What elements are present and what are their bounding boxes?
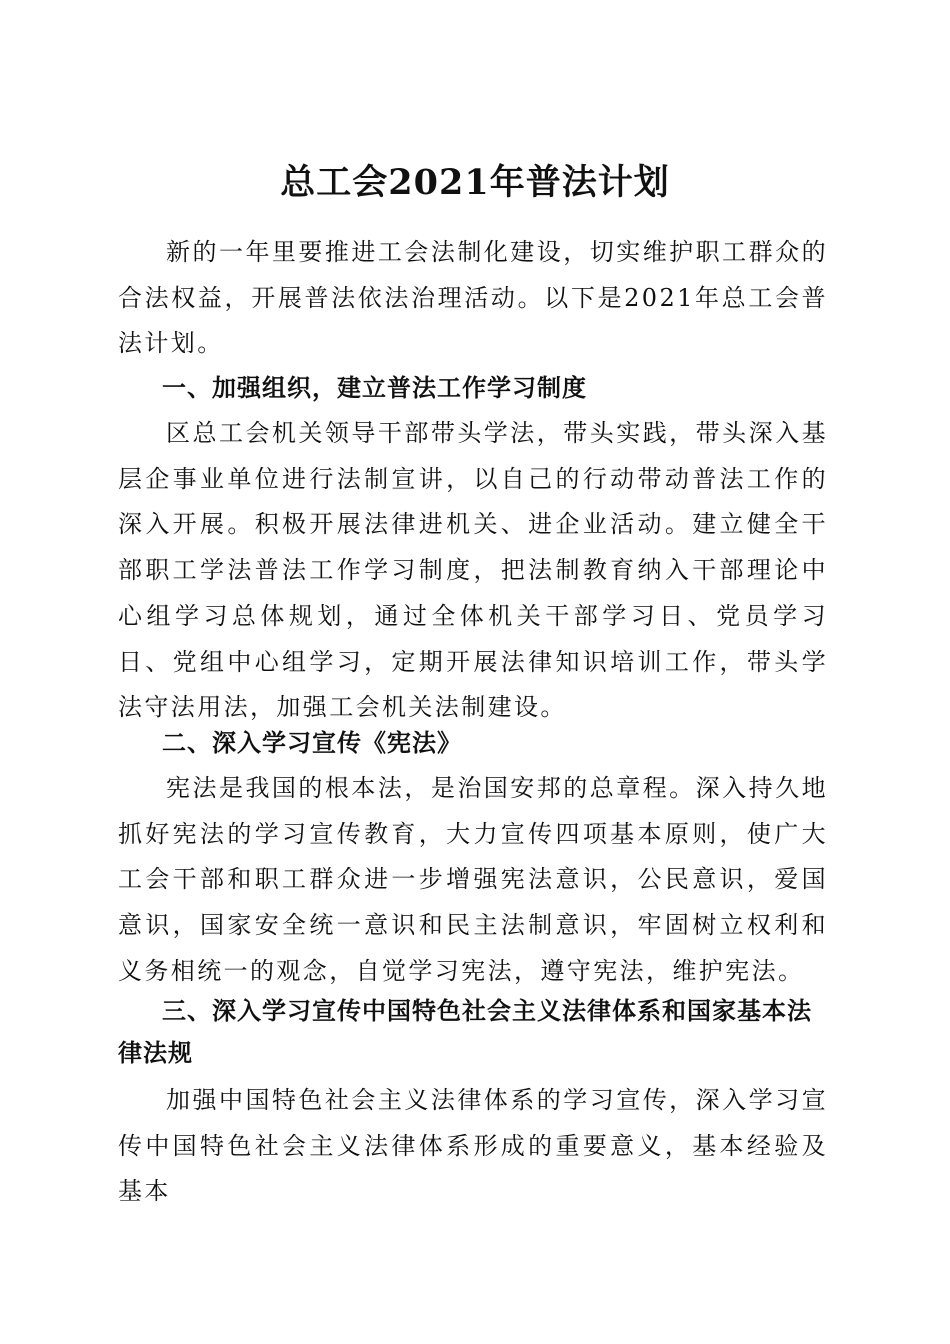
document-title: 总工会2021年普法计划 [280, 162, 670, 204]
section-paragraph-3: 加强中国特色社会主义法律体系的学习宣传，深入学习宣传中国特色社会主义法律体系形成的重要意义，基本经验及基本 [118, 1086, 828, 1206]
intro-paragraph: 新的一年里要推进工会法制化建设，切实维护职工群众的合法权益，开展普法依法治理活动。以下是2021年总工会普法计划。 [118, 238, 828, 358]
section-heading-3: 三、深入学习宣传中国特色社会主义法律体系和国家基本法律法规 [118, 997, 812, 1067]
section-heading-2: 二、深入学习宣传《宪法》 [162, 729, 462, 757]
section-paragraph-1: 区总工会机关领导干部带头学法，带头实践，带头深入基层企事业单位进行法制宣讲，以自己的行动带动普法工作的深入开展。积极开展法律进机关、进企业活动。建立健全干部职工学法普法工作学习制度，把法制教育纳入干部理论中心组学习总体规划，通过全体机关干部学习日、党员学习日、党组中心组学习，定期开展法律知识培训工作，带头学法守法用法，加强工会机关法制建设。 [118, 419, 828, 722]
section-heading-1: 一、加强组织，建立普法工作学习制度 [162, 374, 587, 402]
section-paragraph-2: 宪法是我国的根本法，是治国安邦的总章程。深入持久地抓好宪法的学习宣传教育，大力宣传四项基本原则，使广大工会干部和职工群众进一步增强宪法意识，公民意识，爱国意识，国家安全统一意识和民主法制意识，牢固树立权利和义务相统一的观念，自觉学习宪法，遵守宪法，维护宪法。 [118, 774, 828, 985]
